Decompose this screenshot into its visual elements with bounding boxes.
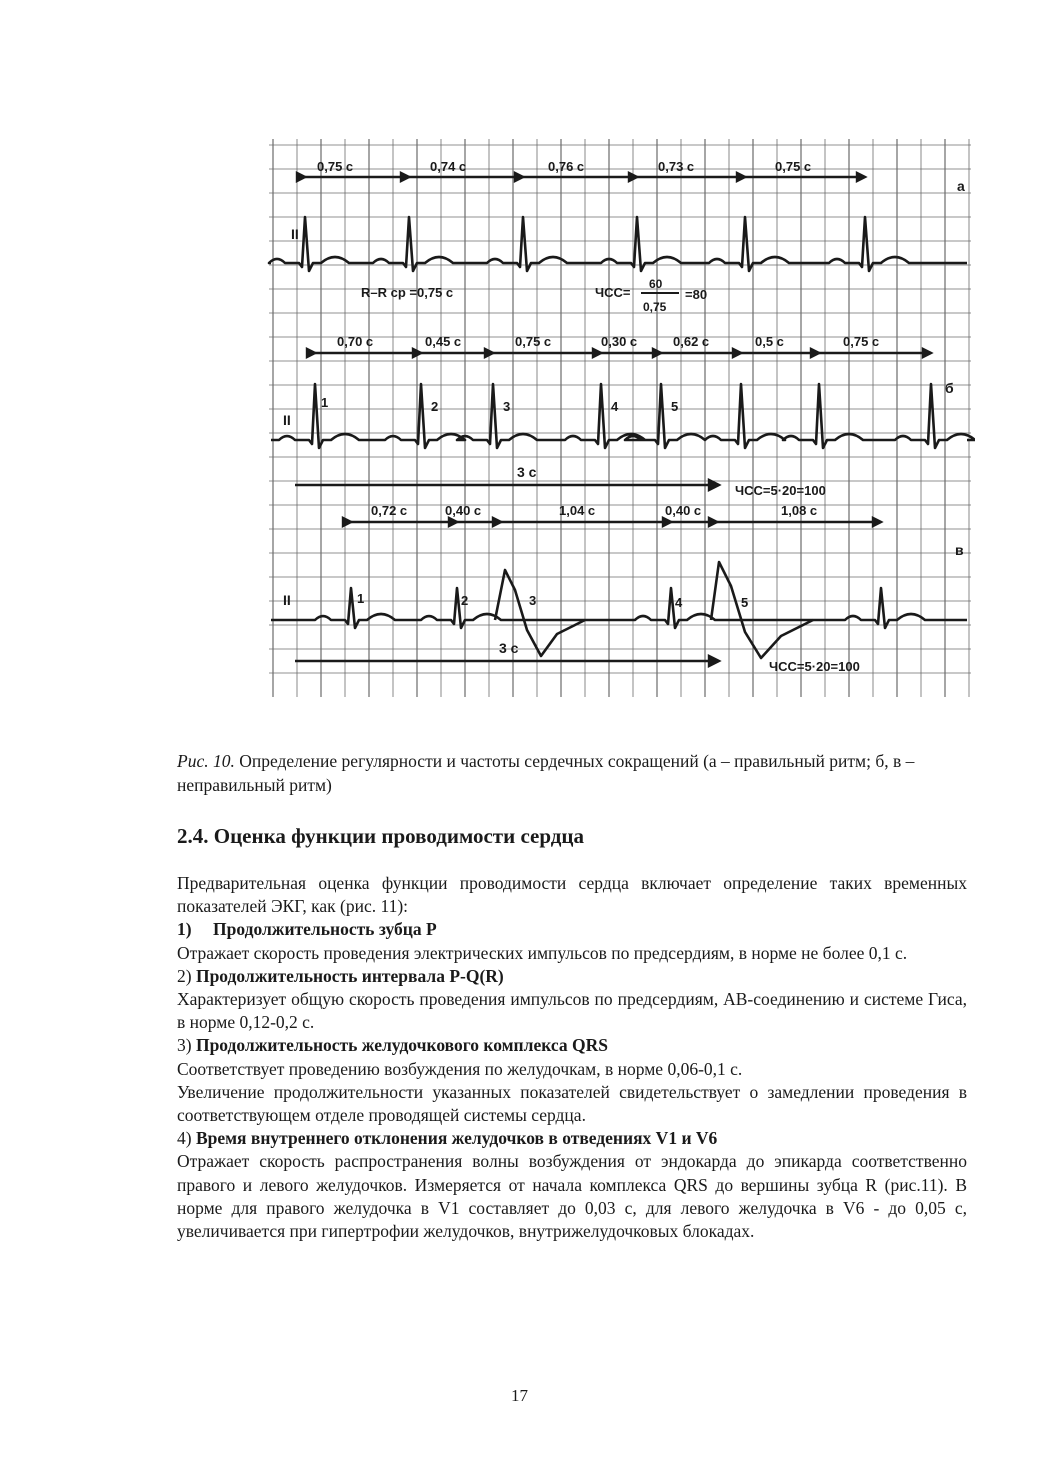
panel-b-arrow-arrowhead: [413, 349, 421, 357]
panel-c-ecg-trace: [271, 588, 967, 628]
item-3-title: Продолжительность желудочкового комплекса QRS: [195, 1035, 608, 1056]
panel-a-interval-4: 0,73 с: [658, 159, 695, 174]
panel-b-beat-3: 3: [503, 399, 511, 414]
panel-c-arrow-arrowhead: [873, 518, 881, 526]
ecg-interval-arrows: [295, 173, 931, 666]
panel-c-beat-2: 2: [461, 593, 469, 608]
page-number: 17: [511, 1386, 528, 1405]
panel-b-interval-4: 0,30 с: [601, 334, 638, 349]
panel-b-beat-4: 4: [611, 399, 619, 414]
panel-a-arrow-arrowhead: [737, 173, 745, 181]
panel-c-interval-4: 0,40 с: [665, 503, 702, 518]
panel-b-arrow-arrowhead: [733, 349, 741, 357]
panel-a-hr-numerator: 60: [649, 277, 663, 291]
panel-b-ecg-trace: [271, 384, 975, 448]
section-title: 2.4. Оценка функции проводимости сердца: [177, 824, 584, 848]
ecg-figure-svg: [265, 135, 975, 705]
item-4-number: 4): [177, 1128, 192, 1149]
panel-a-arrow-arrowhead: [401, 173, 409, 181]
item-3-text: Соответствует проведению возбуждения по желудочкам, в норме 0,06-0,1 с.: [177, 1058, 743, 1079]
panel-b-arrow-arrowhead: [307, 349, 315, 357]
panel-a-interval-1: 0,75 с: [317, 159, 354, 174]
item-2-text: Характеризует общую скорость проведения импульсов по предсердиям, АВ-соединению и системе Гиса, в норме 0,12-0,2 с.: [177, 989, 967, 1033]
panel-b-interval-6: 0,5 с: [755, 334, 784, 349]
body-text: [177, 872, 967, 1243]
item-1-title: Продолжительность зубца Р: [213, 919, 437, 940]
figure-caption: [177, 749, 967, 797]
panel-b-hr-label: ЧСС=5·20=100: [735, 483, 826, 498]
panel-b-arrow-arrowhead: [811, 349, 819, 357]
panel-b-beat-5: 5: [671, 399, 679, 414]
panel-c-arrow-arrowhead: [709, 518, 717, 526]
item-4-heading: [177, 1127, 967, 1150]
panel-b-arrow-arrowhead: [923, 349, 931, 357]
panel-b-lead: II: [283, 412, 291, 428]
item-1-text: Отражает скорость проведения электрических импульсов по предсердиям, в норме не более 0,1 с.: [177, 942, 908, 963]
panel-a-hr-result: =80: [685, 287, 708, 302]
panel-c-beat-1: 1: [357, 591, 365, 606]
panel-b-interval-1: 0,70 с: [337, 334, 374, 349]
panel-c-lead: II: [283, 592, 291, 608]
panel-b-letter: б: [945, 380, 954, 396]
panel-b-arrow-arrowhead: [593, 349, 601, 357]
panel-c-span-label: 3 с: [499, 640, 519, 656]
item-3-number: 3): [177, 1035, 192, 1056]
paragraph-intro: Предварительная оценка функции проводимости сердца включает определение таких временных показателей ЭКГ, как (рис. 11):: [177, 873, 967, 917]
panel-b-arrow-arrowhead: [653, 349, 661, 357]
panel-b-beat-2: 2: [431, 399, 439, 414]
panel-c-ectopic-beat-5: [711, 562, 813, 658]
panel-c-arrow-arrowhead: [663, 518, 671, 526]
panel-a-rr-label: R–R ср =0,75 с: [361, 285, 454, 300]
panel-b-beat-1: 1: [321, 395, 329, 410]
ecg-figure: [265, 135, 975, 705]
item-2-title: Продолжительность интервала P-Q(R): [195, 965, 504, 986]
item-4-title: Время внутреннего отклонения желудочков в отведениях V1 и V6: [195, 1128, 718, 1149]
figure-caption-prefix: Рис. 10.: [177, 751, 235, 771]
panel-a-hr-denominator: 0,75: [643, 300, 667, 314]
panel-c-beat-5: 5: [741, 595, 749, 610]
panel-c-hr-label: ЧСС=5·20=100: [769, 659, 860, 674]
panel-c-beat-3: 3: [529, 593, 537, 608]
panel-b-span-arrowhead: [709, 480, 719, 490]
panel-a-interval-2: 0,74 с: [430, 159, 467, 174]
item-3-heading: [177, 1034, 967, 1057]
panel-b-span-label: 3 с: [517, 464, 537, 480]
item-2-number: 2): [177, 965, 192, 986]
panel-b-interval-7: 0,75 с: [843, 334, 880, 349]
panel-c-arrow-arrowhead: [493, 518, 501, 526]
panel-a-hr-prefix: ЧСС=: [595, 285, 631, 300]
item-3-note: Увеличение продолжительности указанных показателей свидетельствует о замедлении проведения в соответствующем отделе проводящей системы сердца.: [177, 1081, 967, 1126]
panel-c-interval-1: 0,72 с: [371, 503, 408, 518]
panel-c-interval-5: 1,08 с: [781, 503, 818, 518]
panel-c-interval-3: 1,04 с: [559, 503, 596, 518]
item-1-number: 1): [177, 919, 192, 940]
panel-a-lead: II: [291, 226, 299, 242]
item-1-heading: [177, 918, 967, 941]
panel-c-beat-4: 4: [675, 595, 683, 610]
panel-a-arrow-arrowhead: [515, 173, 523, 181]
figure-caption-text: Определение регулярности и частоты сердечных сокращений (а – правильный ритм; б, в – неправильный ритм): [177, 751, 915, 795]
panel-c-arrow-arrowhead: [343, 518, 351, 526]
panel-a-interval-3: 0,76 с: [548, 159, 585, 174]
panel-b-interval-2: 0,45 с: [425, 334, 462, 349]
panel-c-span-arrowhead: [709, 656, 719, 666]
ecg-traces: [269, 217, 975, 658]
item-2-heading: [177, 965, 967, 988]
panel-a-interval-5: 0,75 с: [775, 159, 812, 174]
panel-a-arrow-arrowhead: [629, 173, 637, 181]
panel-c-arrow-arrowhead: [449, 518, 457, 526]
item-4-text: Отражает скорость распространения волны возбуждения от эндокарда до эпикарда соответственно правого и левого желудочков. Измеряется от начала комплекса QRS до вершины зубца R (рис.11). В норме для правого желудочка в V1 составляет до 0,03 с, для левого желудочка в V6 - до 0,05 с, увеличивается при гипертрофии желудочков, внутрижелудочковых блокадах.: [177, 1151, 967, 1242]
panel-b-interval-3: 0,75 с: [515, 334, 552, 349]
panel-a-arrow-arrowhead: [297, 173, 305, 181]
panel-a-ecg-trace: [269, 217, 967, 271]
panel-a-letter: а: [957, 178, 965, 194]
panel-c-letter: в: [955, 542, 964, 558]
panel-b-interval-5: 0,62 с: [673, 334, 710, 349]
panel-a-arrow-arrowhead: [857, 173, 865, 181]
panel-c-interval-2: 0,40 с: [445, 503, 482, 518]
panel-b-arrow-arrowhead: [485, 349, 493, 357]
